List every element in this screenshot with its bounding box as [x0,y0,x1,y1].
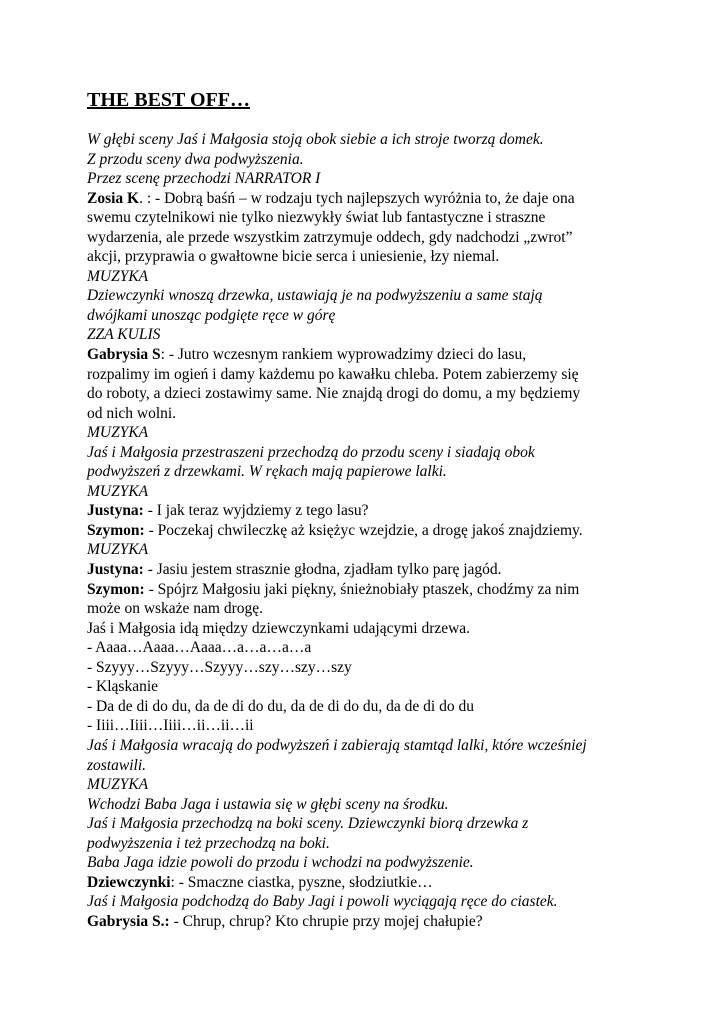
document-page [87,88,647,931]
line-text: wydarzenia, ale przede wszystkim zatrzymuje oddech, gdy nadchodzi „zwrot” [87,228,573,246]
speaker-name: Szymon: [87,580,145,598]
stage-direction-line [87,892,647,912]
line-text: Jaś i Małgosia idą między dziewczynkami udającymi drzewa. [87,619,471,637]
line-text: podwyższenia i też przechodzą na boki. [87,834,330,852]
line-text: - Spójrz Małgosiu jaki piękny, śnieżnobiały ptaszek, chodźmy za nim [144,580,580,598]
line-text: rozpalimy im ogień i damy każdemu po kawałku chleba. Potem zabierzemy się [87,365,579,383]
dialogue-line [87,345,647,365]
stage-direction-line [87,286,647,306]
line-text: zostawili. [87,756,147,774]
dialogue-line [87,619,647,639]
dialogue-line [87,228,647,248]
line-text: może on wskaże nam drogę. [87,600,264,618]
line-text: od nich wolni. [87,404,177,422]
stage-direction-line [87,443,647,463]
stage-direction-line [87,306,647,326]
line-text: - Da de di do du, da de di do du, da de di do du, da de di do du [87,697,474,715]
line-text: - Jasiu jestem strasznie głodna, zjadłam tylko parę jagód. [143,561,502,579]
dialogue-line [87,912,647,932]
speaker-name: Dziewczynki [87,873,171,891]
script-body [87,130,647,931]
stage-direction-line [87,150,647,170]
dialogue-line [87,599,647,619]
speaker-name: Zosia K [87,189,140,207]
dialogue-line [87,873,647,893]
speaker-name: Gabrysia S.: [87,912,170,930]
dialogue-line [87,638,647,658]
dialogue-line [87,189,647,209]
stage-direction-line [87,540,647,560]
line-text: Dziewczynki wnoszą drzewka, ustawiają je na podwyższeniu a same stają [87,287,543,305]
line-text: Wchodzi Baba Jaga i ustawia się w głębi sceny na środku. [87,795,449,813]
line-text: do roboty, a dzieci zostawimy same. Nie znajdą drogi do domu, a my będziemy [87,385,581,403]
dialogue-line [87,716,647,736]
speaker-name: Gabrysia S [87,346,161,364]
line-text: : - Jutro wczesnym rankiem wyprowadzimy dzieci do lasu, [160,346,527,364]
dialogue-line [87,580,647,600]
line-text: - Iiii…Iiii…Iiii…ii…ii…ii [87,717,254,735]
speaker-name: Justyna: [87,561,144,579]
line-text: - Chrup, chrup? Kto chrupie przy mojej chałupie? [169,912,483,930]
stage-direction-line [87,130,647,150]
line-text: - Szyyy…Szyyy…Szyyy…szy…szy…szy [87,658,352,676]
line-text: Jaś i Małgosia podchodzą do Baby Jagi i powoli wyciągają ręce do ciastek. [87,893,558,911]
stage-direction-line [87,814,647,834]
dialogue-line [87,404,647,424]
line-text: MUZYKA [87,776,149,794]
stage-direction-line [87,756,647,776]
line-text: Baba Jaga idzie powoli do przodu i wchodzi na podwyższenie. [87,854,474,872]
stage-direction-line [87,423,647,443]
stage-direction-line [87,795,647,815]
line-text: W głębi sceny Jaś i Małgosia stoją obok siebie a ich stroje tworzą domek. [87,131,544,148]
stage-direction-line [87,736,647,756]
dialogue-line [87,247,647,267]
line-text: podwyższeń z drzewkami. W rękach mają papierowe lalki. [87,463,447,481]
document-title: THE BEST OFF… [87,89,251,111]
dialogue-line [87,365,647,385]
stage-direction-line [87,853,647,873]
speaker-name: Justyna: [87,502,144,520]
line-text: . : - Dobrą baśń – w rodzaju tych najlepszych wyróżnia to, że daje ona [139,189,575,207]
stage-direction-line [87,775,647,795]
line-text: ZZA KULIS [87,326,161,344]
stage-direction-line [87,834,647,854]
speaker-name: Szymon: [87,521,145,539]
line-text: Z przodu sceny dwa podwyższenia. [87,150,304,168]
line-text: Przez scenę przechodzi NARRATOR I [87,170,321,188]
dialogue-line [87,384,647,404]
stage-direction-line [87,462,647,482]
line-text: MUZYKA [87,541,149,559]
dialogue-line [87,521,647,541]
line-text: dwójkami unosząc podgięte ręce w górę [87,306,336,324]
stage-direction-line [87,267,647,287]
line-text: - Kląskanie [87,678,159,696]
stage-direction-line [87,325,647,345]
dialogue-line [87,697,647,717]
line-text: - I jak teraz wyjdziemy z tego lasu? [143,502,369,520]
line-text: Jaś i Małgosia przestraszeni przechodzą do przodu sceny i siadają obok [87,443,535,461]
dialogue-line [87,560,647,580]
dialogue-line [87,501,647,521]
dialogue-line [87,208,647,228]
line-text: Jaś i Małgosia przechodzą na boki sceny. Dziewczynki biorą drzewka z [87,815,529,833]
line-text: - Aaaa…Aaaa…Aaaa…a…a…a…a [87,639,312,657]
stage-direction-line [87,169,647,189]
dialogue-line [87,658,647,678]
line-text: Jaś i Małgosia wracają do podwyższeń i zabierają stamtąd lalki, które wcześniej [87,736,587,754]
line-text: - Poczekaj chwileczkę aż księżyc wzejdzie, a drogę jakoś znajdziemy. [144,521,583,539]
dialogue-line [87,677,647,697]
line-text: MUZYKA [87,482,149,500]
line-text: akcji, przyprawia o gwałtowne bicie serca i uniesienie, łzy niemal. [87,248,500,266]
line-text: MUZYKA [87,267,149,285]
line-text: swemu czytelnikowi nie tylko niezwykły świat lub fantastyczne i straszne [87,209,546,227]
stage-direction-line [87,482,647,502]
line-text: : - Smaczne ciastka, pyszne, słodziutkie… [170,873,433,891]
line-text: MUZYKA [87,424,149,442]
